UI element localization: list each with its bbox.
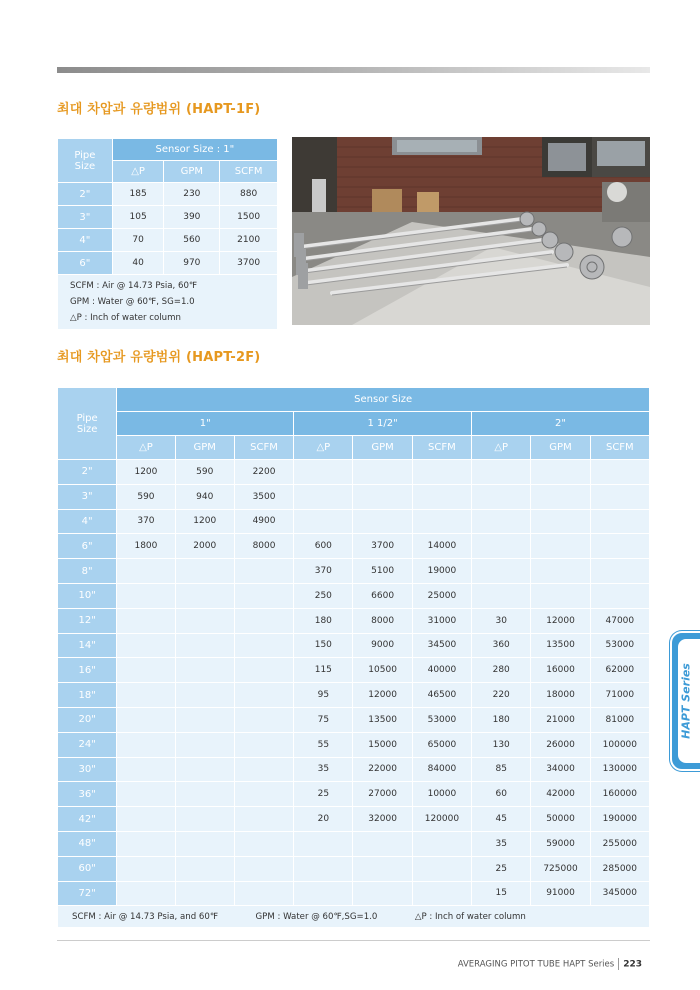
value-cell <box>175 633 234 658</box>
value-cell <box>117 707 175 732</box>
value-cell: 19000 <box>412 559 471 584</box>
value-cell: 6600 <box>353 583 412 608</box>
value-cell: 9000 <box>353 633 412 658</box>
value-cell: 14000 <box>412 534 471 559</box>
value-cell: 190000 <box>590 807 649 832</box>
value-cell <box>117 782 175 807</box>
value-cell: 59000 <box>531 831 590 856</box>
value-cell: 12000 <box>531 608 590 633</box>
table-row <box>58 831 650 856</box>
pipe-size-header <box>58 388 117 460</box>
pipe-size-cell: 10" <box>58 583 117 608</box>
value-cell <box>117 831 175 856</box>
value-cell: 46500 <box>412 683 471 708</box>
pipe-size-cell: 48" <box>58 831 117 856</box>
value-cell: 81000 <box>590 707 649 732</box>
value-cell <box>472 583 531 608</box>
value-cell: 18000 <box>531 683 590 708</box>
value-cell: 25 <box>472 856 531 881</box>
value-cell: 25000 <box>412 583 471 608</box>
value-cell: 95 <box>294 683 353 708</box>
value-cell <box>175 559 234 584</box>
pipe-size-cell: 8" <box>58 559 117 584</box>
value-cell <box>234 782 293 807</box>
table-row <box>58 229 278 252</box>
table-row <box>58 534 650 559</box>
value-cell <box>353 509 412 534</box>
value-cell: 60 <box>472 782 531 807</box>
value-cell: 27000 <box>353 782 412 807</box>
value-cell <box>175 807 234 832</box>
value-cell-scfm: 2100 <box>220 229 278 252</box>
value-cell <box>175 707 234 732</box>
pipe-size-cell: 14" <box>58 633 117 658</box>
col-gpm: GPM <box>353 436 412 460</box>
col-gpm: GPM <box>164 161 220 183</box>
value-cell <box>472 509 531 534</box>
product-photo <box>292 137 650 325</box>
value-cell <box>175 732 234 757</box>
value-cell: 40000 <box>412 658 471 683</box>
value-cell <box>590 559 649 584</box>
value-cell <box>234 831 293 856</box>
value-cell-dp: 105 <box>112 206 164 229</box>
footer <box>458 958 642 970</box>
pipe-size-cell: 3" <box>58 484 117 509</box>
value-cell <box>472 460 531 485</box>
value-cell <box>353 484 412 509</box>
value-cell <box>117 608 175 633</box>
pipe-size-cell: 12" <box>58 608 117 633</box>
value-cell: 590 <box>175 460 234 485</box>
value-cell: 280 <box>472 658 531 683</box>
value-cell: 4900 <box>234 509 293 534</box>
value-cell <box>472 559 531 584</box>
value-cell <box>234 757 293 782</box>
pipe-size-cell: 4" <box>58 229 113 252</box>
value-cell <box>175 608 234 633</box>
pipe-size-cell: 24" <box>58 732 117 757</box>
value-cell: 600 <box>294 534 353 559</box>
note-dp: △P : Inch of water column <box>70 313 181 323</box>
value-cell: 255000 <box>590 831 649 856</box>
value-cell <box>294 509 353 534</box>
value-cell <box>117 757 175 782</box>
table-row <box>58 881 650 906</box>
value-cell: 2000 <box>175 534 234 559</box>
value-cell-gpm: 970 <box>164 252 220 275</box>
value-cell <box>234 559 293 584</box>
value-cell: 1800 <box>117 534 175 559</box>
pipe-header-line2: Size <box>74 160 96 172</box>
value-cell: 22000 <box>353 757 412 782</box>
hapt-2f-title: 최대 차압과 유량범위 (HAPT-2F) <box>57 350 261 365</box>
pipe-size-cell: 2" <box>58 460 117 485</box>
value-cell <box>294 856 353 881</box>
value-cell: 62000 <box>590 658 649 683</box>
value-cell <box>234 683 293 708</box>
value-cell: 130 <box>472 732 531 757</box>
pipe-size-cell: 2" <box>58 183 113 206</box>
value-cell <box>294 881 353 906</box>
note-scfm: SCFM : Air @ 14.73 Psia, 60℉ <box>70 281 198 291</box>
value-cell <box>412 881 471 906</box>
value-cell <box>590 460 649 485</box>
value-cell: 8000 <box>353 608 412 633</box>
col-dp: △P <box>117 436 175 460</box>
sensor-size-header: Sensor Size : 1" <box>112 139 277 161</box>
pipe-size-cell: 16" <box>58 658 117 683</box>
value-cell <box>531 460 590 485</box>
pipe-size-cell: 6" <box>58 534 117 559</box>
value-cell <box>175 683 234 708</box>
value-cell <box>175 583 234 608</box>
value-cell: 180 <box>294 608 353 633</box>
value-cell <box>175 881 234 906</box>
value-cell <box>117 856 175 881</box>
value-cell <box>353 856 412 881</box>
col-dp: △P <box>294 436 353 460</box>
value-cell <box>175 856 234 881</box>
value-cell <box>175 831 234 856</box>
value-cell-scfm: 880 <box>220 183 278 206</box>
value-cell: 3700 <box>353 534 412 559</box>
value-cell: 590 <box>117 484 175 509</box>
value-cell: 10500 <box>353 658 412 683</box>
footer-label: AVERAGING PITOT TUBE HAPT Series <box>457 959 615 970</box>
top-divider <box>57 67 650 73</box>
value-cell: 10000 <box>412 782 471 807</box>
table-row <box>58 658 650 683</box>
value-cell: 180 <box>472 707 531 732</box>
value-cell: 84000 <box>412 757 471 782</box>
table-row <box>58 559 650 584</box>
value-cell: 45 <box>472 807 531 832</box>
value-cell: 53000 <box>412 707 471 732</box>
value-cell-gpm: 560 <box>164 229 220 252</box>
value-cell <box>234 707 293 732</box>
hapt-2f-notes <box>58 906 650 928</box>
value-cell: 725000 <box>531 856 590 881</box>
col-scfm: SCFM <box>220 161 278 183</box>
value-cell-dp: 70 <box>112 229 164 252</box>
value-cell <box>175 658 234 683</box>
value-cell <box>234 633 293 658</box>
pipe-header-line2: Size <box>76 423 98 435</box>
note-gpm: GPM : Water @ 60℉, SG=1.0 <box>70 297 195 307</box>
col-gpm: GPM <box>175 436 234 460</box>
hapt-1f-notes <box>58 275 278 330</box>
pipe-header-line1: Pipe <box>76 412 98 424</box>
size-2-header: 2" <box>472 412 650 436</box>
value-cell <box>117 658 175 683</box>
value-cell: 250 <box>294 583 353 608</box>
table-row <box>58 484 650 509</box>
value-cell: 50000 <box>531 807 590 832</box>
value-cell: 25 <box>294 782 353 807</box>
value-cell <box>117 732 175 757</box>
value-cell: 42000 <box>531 782 590 807</box>
value-cell <box>234 856 293 881</box>
value-cell: 53000 <box>590 633 649 658</box>
value-cell <box>412 484 471 509</box>
table-row <box>58 807 650 832</box>
value-cell: 47000 <box>590 608 649 633</box>
pipe-size-cell: 72" <box>58 881 117 906</box>
table-row <box>58 252 278 275</box>
value-cell: 370 <box>117 509 175 534</box>
table-row <box>58 633 650 658</box>
value-cell: 220 <box>472 683 531 708</box>
value-cell <box>590 509 649 534</box>
pipe-size-cell: 6" <box>58 252 113 275</box>
pipe-size-cell: 42" <box>58 807 117 832</box>
value-cell <box>353 831 412 856</box>
value-cell: 55 <box>294 732 353 757</box>
value-cell: 34500 <box>412 633 471 658</box>
value-cell: 31000 <box>412 608 471 633</box>
value-cell <box>412 460 471 485</box>
value-cell <box>531 583 590 608</box>
value-cell <box>531 484 590 509</box>
value-cell <box>531 509 590 534</box>
value-cell-dp: 185 <box>112 183 164 206</box>
table-row <box>58 856 650 881</box>
value-cell: 13500 <box>531 633 590 658</box>
value-cell <box>412 856 471 881</box>
value-cell: 345000 <box>590 881 649 906</box>
value-cell: 85 <box>472 757 531 782</box>
value-cell: 26000 <box>531 732 590 757</box>
table-row <box>58 460 650 485</box>
table-row <box>58 583 650 608</box>
value-cell: 30 <box>472 608 531 633</box>
table-row <box>58 757 650 782</box>
value-cell <box>117 633 175 658</box>
page-number: 223 <box>623 959 642 970</box>
value-cell <box>294 484 353 509</box>
value-cell: 13500 <box>353 707 412 732</box>
value-cell <box>531 559 590 584</box>
table-row <box>58 732 650 757</box>
value-cell: 160000 <box>590 782 649 807</box>
hapt-1f-table <box>57 138 278 330</box>
value-cell <box>590 534 649 559</box>
value-cell <box>117 583 175 608</box>
value-cell: 1200 <box>117 460 175 485</box>
hapt-1f-title: 최대 차압과 유량범위 (HAPT-1F) <box>57 102 261 117</box>
value-cell: 71000 <box>590 683 649 708</box>
value-cell: 2200 <box>234 460 293 485</box>
table-row <box>58 183 278 206</box>
value-cell-gpm: 230 <box>164 183 220 206</box>
value-cell <box>234 608 293 633</box>
col-scfm: SCFM <box>412 436 471 460</box>
pipe-size-cell: 20" <box>58 707 117 732</box>
value-cell: 12000 <box>353 683 412 708</box>
value-cell: 65000 <box>412 732 471 757</box>
table-row <box>58 782 650 807</box>
value-cell: 370 <box>294 559 353 584</box>
value-cell <box>294 831 353 856</box>
value-cell <box>234 881 293 906</box>
value-cell: 91000 <box>531 881 590 906</box>
value-cell <box>234 732 293 757</box>
value-cell <box>175 757 234 782</box>
pipe-size-cell: 3" <box>58 206 113 229</box>
value-cell <box>234 658 293 683</box>
note-gpm: GPM : Water @ 60℉,SG=1.0 <box>255 911 378 922</box>
table-row <box>58 608 650 633</box>
footer-separator <box>618 958 619 970</box>
value-cell <box>472 484 531 509</box>
value-cell: 35 <box>294 757 353 782</box>
value-cell <box>472 534 531 559</box>
footer-divider <box>57 940 650 941</box>
value-cell <box>590 583 649 608</box>
value-cell: 100000 <box>590 732 649 757</box>
value-cell: 150 <box>294 633 353 658</box>
value-cell <box>234 583 293 608</box>
value-cell: 20 <box>294 807 353 832</box>
table-row <box>58 509 650 534</box>
col-gpm: GPM <box>531 436 590 460</box>
value-cell <box>412 831 471 856</box>
value-cell: 32000 <box>353 807 412 832</box>
value-cell: 75 <box>294 707 353 732</box>
note-dp: △P : Inch of water column <box>414 911 526 922</box>
value-cell: 3500 <box>234 484 293 509</box>
value-cell <box>353 460 412 485</box>
value-cell <box>117 807 175 832</box>
pipe-header-line1: Pipe <box>74 149 96 161</box>
col-dp: △P <box>112 161 164 183</box>
value-cell: 21000 <box>531 707 590 732</box>
value-cell: 1200 <box>175 509 234 534</box>
value-cell: 15 <box>472 881 531 906</box>
table-row <box>58 206 278 229</box>
pitot-tubes-photo <box>292 137 650 325</box>
col-scfm: SCFM <box>590 436 649 460</box>
hapt-2f-table <box>57 387 650 928</box>
col-dp: △P <box>472 436 531 460</box>
value-cell <box>412 509 471 534</box>
value-cell <box>590 484 649 509</box>
pipe-size-cell: 60" <box>58 856 117 881</box>
value-cell: 5100 <box>353 559 412 584</box>
value-cell: 285000 <box>590 856 649 881</box>
value-cell <box>294 460 353 485</box>
size-1-header: 1" <box>117 412 294 436</box>
value-cell-dp: 40 <box>112 252 164 275</box>
sensor-size-header: Sensor Size <box>117 388 650 412</box>
value-cell <box>175 782 234 807</box>
size-1-5-header: 1 1/2" <box>294 412 472 436</box>
value-cell <box>531 534 590 559</box>
pipe-size-cell: 18" <box>58 683 117 708</box>
value-cell: 360 <box>472 633 531 658</box>
table-row <box>58 707 650 732</box>
value-cell <box>234 807 293 832</box>
value-cell: 130000 <box>590 757 649 782</box>
value-cell: 8000 <box>234 534 293 559</box>
col-scfm: SCFM <box>234 436 293 460</box>
pipe-size-header <box>58 139 113 183</box>
value-cell <box>117 683 175 708</box>
value-cell <box>353 881 412 906</box>
value-cell-scfm: 3700 <box>220 252 278 275</box>
pipe-size-cell: 36" <box>58 782 117 807</box>
value-cell: 35 <box>472 831 531 856</box>
value-cell: 16000 <box>531 658 590 683</box>
pipe-size-cell: 30" <box>58 757 117 782</box>
table-row <box>58 683 650 708</box>
value-cell: 15000 <box>353 732 412 757</box>
note-scfm: SCFM : Air @ 14.73 Psia, and 60℉ <box>72 911 219 922</box>
value-cell: 115 <box>294 658 353 683</box>
value-cell: 34000 <box>531 757 590 782</box>
pipe-size-cell: 4" <box>58 509 117 534</box>
value-cell: 120000 <box>412 807 471 832</box>
value-cell-scfm: 1500 <box>220 206 278 229</box>
value-cell-gpm: 390 <box>164 206 220 229</box>
value-cell <box>117 559 175 584</box>
side-tab-label: HAPT Series <box>679 663 693 739</box>
value-cell: 940 <box>175 484 234 509</box>
value-cell <box>117 881 175 906</box>
